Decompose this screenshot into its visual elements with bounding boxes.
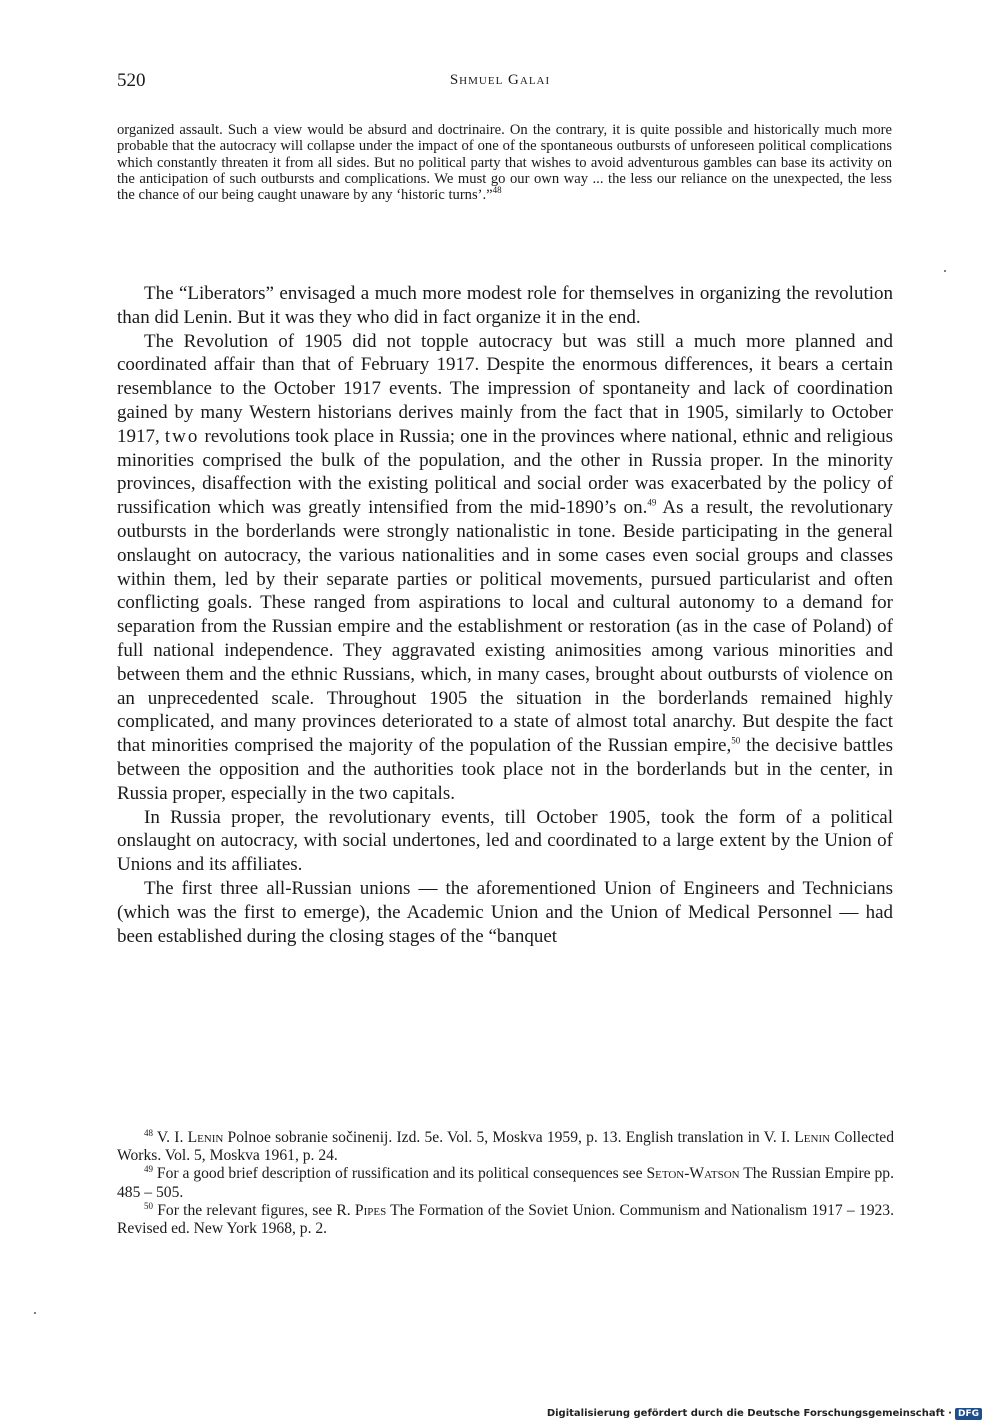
- footnote-text: Polnoe sobranie sočinenij. Izd. 5e. Vol. 5, Moskva 1959, p. 13. English translation in V. I.: [223, 1129, 795, 1146]
- footnote-49: [117, 1165, 894, 1201]
- author-name: Lenin: [187, 1129, 224, 1146]
- digitization-credit: [547, 1408, 982, 1420]
- footnote-text: Collected Works. Vol. 5, Moskva 1961, p. 24.: [117, 1129, 894, 1165]
- footnote-text: V. I.: [156, 1129, 188, 1146]
- footnote-ref-49: 49: [647, 497, 657, 508]
- footnote-text: The Formation of the Soviet Union. Communism and Nationalism 1917 – 1923. Revised ed. New York 1968, p. 2.: [117, 1201, 894, 1238]
- block-quote: [117, 122, 892, 203]
- footnote-number: 48: [144, 1127, 153, 1138]
- scan-speck: [944, 270, 946, 272]
- quote-text: organized assault. Such a view would be absurd and doctrinaire. On the contrary, it is quite possible and historically much more probable that the autocracy will collapse under the impact of one of the spontaneous outbursts of unforeseen political complications which constantly threaten it from all sides. But no political party that wishes to avoid adventurous gambles can base its activity on the anticipation of such outbursts and complications. We must go our own way ... the less our reliance on the unexpected, the less the chance of our being caught unaware by any ‘historic turns’.”: [117, 122, 892, 204]
- paragraph-first-unions: The first three all-Russian unions — the aforementioned Union of Engineers and Technicians (which was the first to emerge), the Academic Union and the Union of Medical Personnel — had been established during the closing stages of the “banquet: [117, 877, 893, 947]
- footnote-number: 49: [144, 1164, 153, 1175]
- paragraph-revolution-1905-part-c: As a result, the revolutionary outbursts in the borderlands were strongly nationalistic in tone. Beside participating in the general onslaught on autocracy, the various nationalities and in some cases even social groups and classes within them, led by their separate parties or political movements, pursued particularist and often conflicting goals. These ranged from aspirations to local and cultural autonomy to a demand for separation from the Russian empire and the establishment or restoration (as in the case of Poland) of full national independence. They aggravated existing animosities among various minorities and between them and the ethnic Russians, which, in many cases, brought about outbursts of violence on an unprecedented scale. Throughout 1905 the situation in the borderlands remained highly complicated, and many provinces deteriorated to a state of almost total anarchy. But despite the fact that minorities comprised the majority of the population of the Russian empire,: [117, 497, 894, 757]
- footnote-text: For the relevant figures, see R.: [157, 1201, 355, 1219]
- footnote-number: 50: [144, 1200, 153, 1211]
- page-number: 520: [117, 70, 146, 91]
- paragraph-liberators: The “Liberators” envisaged a much more modest role for themselves in organizing the revolution than did Lenin. But it was they who did in fact organize it in the end.: [117, 283, 893, 328]
- credit-text: Digitalisierung gefördert durch die Deutsche Forschungsgemeinschaft ·: [546, 1408, 952, 1419]
- paragraph-revolution-1905: [117, 330, 893, 806]
- footnote-text: For a good brief description of russification and its political consequences see: [156, 1165, 647, 1183]
- footnote-ref-50: 50: [731, 735, 741, 746]
- footnote-48: [117, 1129, 894, 1165]
- paragraph-russia-proper: In Russia proper, the revolutionary events, till October 1905, took the form of a political onslaught on autocracy, with social undertones, led and coordinated to a large extent by the Union of Unions and its affiliates.: [117, 806, 893, 876]
- dfg-logo-badge: DFG: [955, 1408, 982, 1420]
- body-text: [117, 282, 893, 948]
- paragraph-revolution-1905-part-d: the decisive battles between the opposition and the authorities took place not in the borderlands but in the center, in Russia proper, especially in the two capitals.: [117, 735, 894, 804]
- author-name: Lenin: [794, 1129, 831, 1146]
- scan-speck: [34, 1312, 36, 1314]
- footnotes: [117, 1129, 894, 1238]
- running-header-author: Shmuel Galai: [449, 72, 551, 88]
- footnote-text: The Russian Empire pp. 485 – 505.: [117, 1165, 894, 1201]
- footnote-50: [117, 1202, 894, 1238]
- author-name: Pipes: [354, 1201, 387, 1219]
- emphasis-two: two: [164, 425, 200, 447]
- paragraph-revolution-1905-part-a: The Revolution of 1905 did not topple autocracy but was still a much more planned and coordinated affair than that of February 1917. Despite the enormous differences, it bears a certain resemblance to the October 1917 events. The impression of spontaneity and lack of coordination gained by many Western historians derives mainly from the fact that in 1905, similarly to October 1917,: [117, 330, 893, 447]
- author-name: Seton-Watson: [646, 1165, 740, 1183]
- paragraph-revolution-1905-part-b: revolutions took place in Russia; one in the provinces where national, ethnic and religious minorities comprised the bulk of the population, and the other in Russia proper. In the minority provinces, disaffection with the existing political and social order was exacerbated by the policy of russification which was greatly intensified from the mid-1890’s on.: [117, 425, 894, 519]
- footnote-ref-48: 48: [492, 185, 502, 196]
